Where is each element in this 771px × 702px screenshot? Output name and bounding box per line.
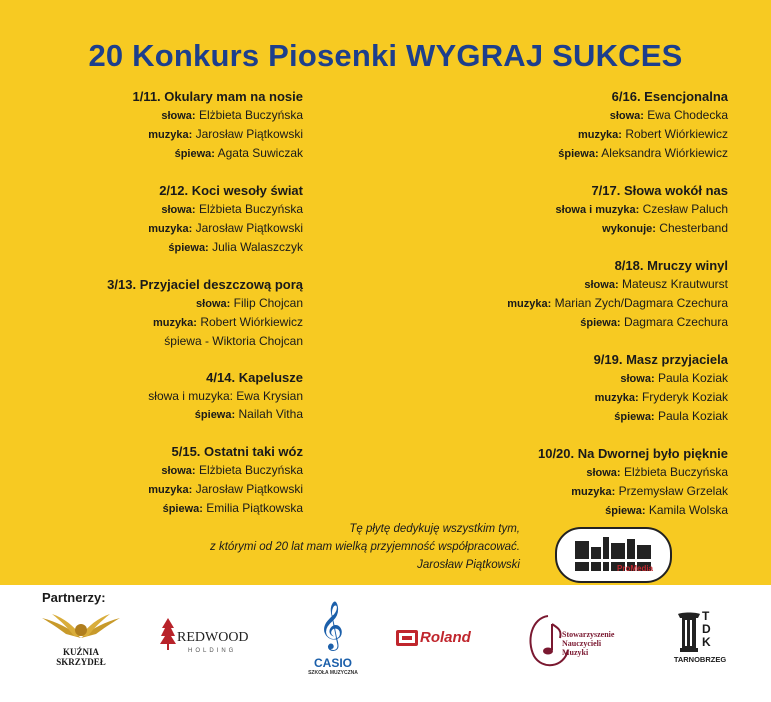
credit-label: słowa: xyxy=(620,373,655,385)
credit-label: słowa: xyxy=(586,467,621,479)
credit-value: Elżbieta Buczyńska xyxy=(198,463,303,477)
credit-line xyxy=(468,463,728,482)
credit-line xyxy=(43,461,303,480)
wings-icon xyxy=(38,612,124,642)
credit-line xyxy=(468,369,728,388)
credit-value: Paula Koziak xyxy=(657,409,728,423)
credit-line xyxy=(468,125,728,144)
credit-value: Kamila Wolska xyxy=(648,503,728,517)
credit-label: śpiewa: xyxy=(168,242,209,254)
dedication-line-2: z którymi od 20 lat mam wielką przyjemność współpracować. xyxy=(210,541,520,553)
promedia-logo xyxy=(555,527,672,583)
credit-line xyxy=(43,387,303,405)
kuznia-text: KUŹNIA SKRZYDEŁ xyxy=(56,647,106,667)
credit-value: Aleksandra Wiórkiewicz xyxy=(601,146,728,160)
dedication-signature: Jarosław Piątkowski xyxy=(417,559,520,571)
credit-label: słowa: xyxy=(196,298,231,310)
column-icon xyxy=(678,612,700,652)
song-entry xyxy=(43,369,303,424)
song-entry xyxy=(468,257,728,332)
song-title: 10/20. Na Dwornej było pięknie xyxy=(537,446,728,461)
credit-line xyxy=(468,106,728,125)
song-entry xyxy=(468,445,728,520)
credit-value: Elżbieta Buczyńska xyxy=(198,108,303,122)
promedia-label: ProMedia xyxy=(617,564,654,573)
credit-label: wykonuje: xyxy=(602,223,656,235)
credit-line xyxy=(43,499,303,518)
songs-left-column xyxy=(43,88,303,537)
casio-subtext: SZKOŁA MUZYCZNA xyxy=(308,670,358,676)
song-entry xyxy=(43,443,303,518)
credit-line xyxy=(43,144,303,163)
tdk-city: TARNOBRZEG xyxy=(673,655,727,664)
credit-label: śpiewa: xyxy=(614,411,655,423)
credit-value: Jarosław Piątkowski xyxy=(195,221,303,235)
credit-label: śpiewa: xyxy=(558,148,599,160)
credit-label: słowa i muzyka: xyxy=(555,204,640,216)
credit-value: Przemysław Grzelak xyxy=(618,484,728,498)
credit-line xyxy=(468,275,728,294)
credit-value: Nailah Vitha xyxy=(238,407,303,421)
treble-clef-icon: 𝄞 xyxy=(319,600,344,649)
snm-text xyxy=(562,630,614,657)
credit-label: muzyka: xyxy=(152,317,197,329)
credit-value: Czesław Paluch xyxy=(642,202,728,216)
credit-value: Emilia Piątkowska xyxy=(206,501,303,515)
credit-label: muzyka: xyxy=(571,486,616,498)
credit-line xyxy=(468,219,728,238)
credit-label: śpiewa: xyxy=(194,409,236,421)
casio-logo xyxy=(305,600,361,678)
song-title: 4/14. Kapelusze xyxy=(206,370,303,385)
credit-line xyxy=(468,294,728,313)
credit-value: Fryderyk Koziak xyxy=(641,390,728,404)
credit-value: Jarosław Piątkowski xyxy=(195,127,303,141)
snm-logo xyxy=(524,610,620,674)
credit-label: słowa: xyxy=(161,204,196,216)
song-entry xyxy=(43,88,303,163)
song-title: 6/16. Esencjonalna xyxy=(611,89,728,104)
credit-line xyxy=(43,332,303,350)
credit-value: Paula Koziak xyxy=(657,371,728,385)
credit-line xyxy=(468,407,728,426)
credit-line xyxy=(468,501,728,520)
redwood-text: REDWOOD xyxy=(177,630,249,645)
credit-line xyxy=(43,294,303,313)
tdk-logo xyxy=(672,608,728,670)
redwood-logo xyxy=(160,618,260,662)
credit-line xyxy=(43,238,303,257)
credit-label: muzyka: xyxy=(148,484,193,496)
song-title: 9/19. Masz przyjaciela xyxy=(593,352,728,367)
tree-icon xyxy=(160,618,176,652)
credit-value: Elżbieta Buczyńska xyxy=(623,465,728,479)
credit-line xyxy=(43,219,303,238)
credit-value: Robert Wiórkiewicz xyxy=(200,315,303,329)
credit-value: Jarosław Piątkowski xyxy=(195,482,303,496)
song-entry xyxy=(43,182,303,257)
songs-right-column xyxy=(468,88,728,539)
credit-line xyxy=(43,125,303,144)
song-entry xyxy=(468,351,728,426)
credit-line xyxy=(468,313,728,332)
credit-line xyxy=(468,200,728,219)
song-entry xyxy=(43,276,303,350)
credit-value: Dagmara Czechura xyxy=(623,315,728,329)
credit-value: Julia Walaszczyk xyxy=(212,240,303,254)
credit-value: Mateusz Krautwurst xyxy=(621,277,728,291)
credit-line xyxy=(43,106,303,125)
song-title: 2/12. Koci wesoły świat xyxy=(159,183,303,198)
credit-line xyxy=(43,480,303,499)
page-title: 20 Konkurs Piosenki WYGRAJ SUKCES xyxy=(88,38,683,73)
credit-line xyxy=(468,388,728,407)
credit-value: Filip Chojcan xyxy=(233,296,303,310)
credit-label: muzyka: xyxy=(594,392,639,404)
song-title: 1/11. Okulary mam na nosie xyxy=(132,89,303,104)
dedication-line-1: Tę płytę dedykuję wszystkim tym, xyxy=(349,523,520,535)
redwood-subtext: HOLDING xyxy=(188,648,237,654)
credit-value: słowa i muzyka: Ewa Krysian xyxy=(148,389,303,403)
credit-label: śpiewa: xyxy=(174,148,215,160)
credit-line xyxy=(43,313,303,332)
credit-line xyxy=(43,405,303,424)
credit-label: śpiewa: xyxy=(162,503,203,515)
credit-line xyxy=(43,200,303,219)
roland-text: Roland xyxy=(420,629,471,646)
snm-line-3: Muzyki xyxy=(562,648,589,657)
snm-line-2: Nauczycieli xyxy=(562,639,602,648)
roland-logo xyxy=(396,628,488,648)
credit-label: muzyka: xyxy=(148,223,193,235)
credit-value: Agata Suwiczak xyxy=(217,146,303,160)
partners-label: Partnerzy: xyxy=(42,590,106,605)
song-title: 7/17. Słowa wokół nas xyxy=(591,183,728,198)
casio-text: CASIO xyxy=(313,656,352,670)
credit-value: śpiewa - Wiktoria Chojcan xyxy=(164,334,303,348)
credit-value: Elżbieta Buczyńska xyxy=(198,202,303,216)
song-entry xyxy=(468,182,728,238)
credit-line xyxy=(468,144,728,163)
song-title: 5/15. Ostatni taki wóz xyxy=(171,444,303,459)
credit-label: słowa: xyxy=(609,110,644,122)
tdk-letters: TDK xyxy=(702,609,711,649)
roland-mark-icon xyxy=(396,630,418,646)
credit-label: słowa: xyxy=(161,465,196,477)
credit-value: Marian Zych/Dagmara Czechura xyxy=(554,296,728,310)
credit-label: muzyka: xyxy=(148,129,193,141)
credit-label: słowa: xyxy=(584,279,619,291)
credit-label: słowa: xyxy=(161,110,196,122)
credit-label: muzyka: xyxy=(577,129,622,141)
credit-label: śpiewa: xyxy=(580,317,621,329)
credit-label: śpiewa: xyxy=(605,505,646,517)
credit-value: Chesterband xyxy=(659,221,728,235)
song-title: 8/18. Mruczy winyl xyxy=(614,258,728,273)
song-entry xyxy=(468,88,728,163)
snm-line-1: Stowarzyszenie xyxy=(562,630,615,639)
credit-value: Ewa Chodecka xyxy=(647,108,728,122)
song-title: 3/13. Przyjaciel deszczową porą xyxy=(107,277,303,292)
kuznia-skrzydel-logo xyxy=(38,612,124,668)
credit-label: muzyka: xyxy=(507,298,552,310)
dedication xyxy=(120,520,520,574)
credit-line xyxy=(468,482,728,501)
credit-value: Robert Wiórkiewicz xyxy=(625,127,728,141)
